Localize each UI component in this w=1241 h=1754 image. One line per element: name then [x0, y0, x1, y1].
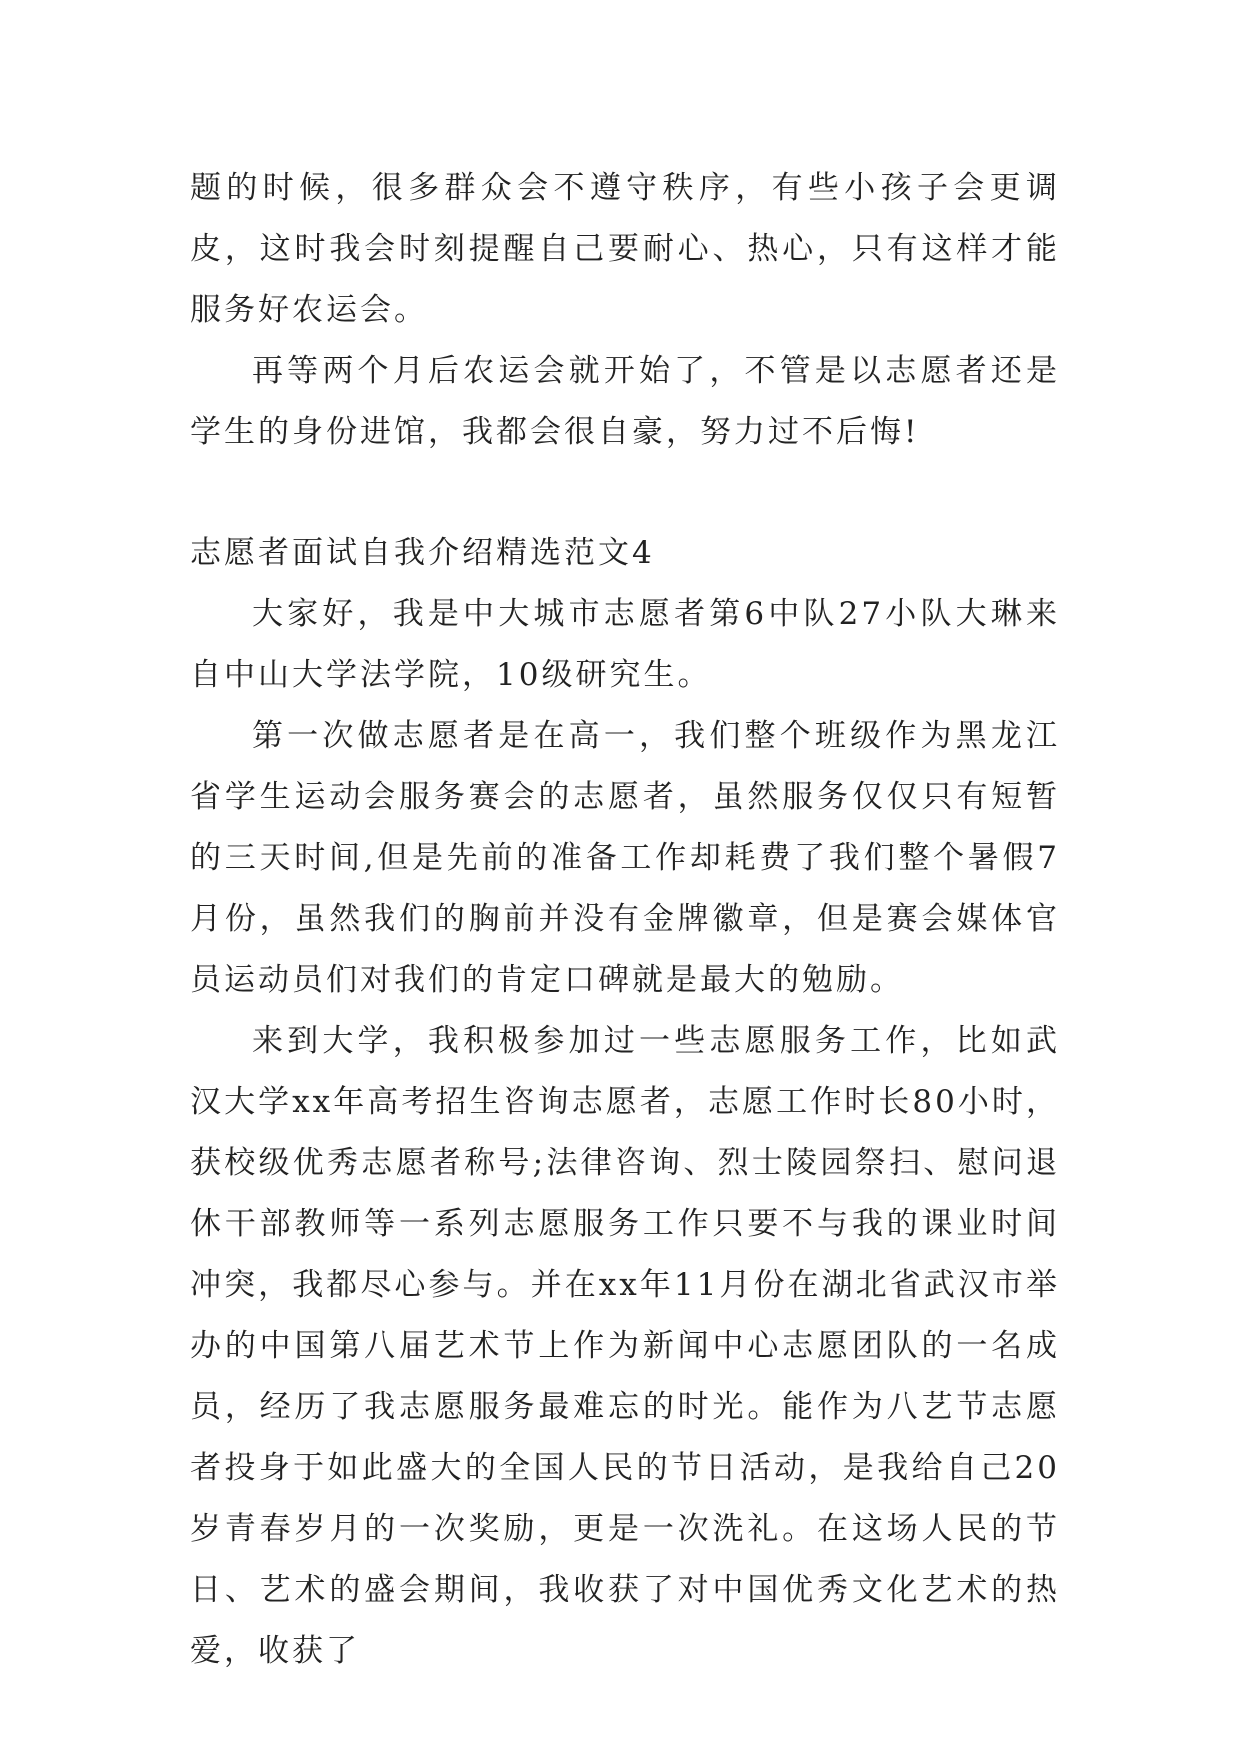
- document-body: [190, 158, 1060, 1682]
- section-gap: [190, 463, 1060, 523]
- paragraph-closing: 再等两个月后农运会就开始了，不管是以志愿者还是学生的身份进馆，我都会很自豪，努力过不后悔!: [190, 353, 1060, 450]
- paragraph-greeting: 大家好，我是中大城市志愿者第6中队27小队大琳来自中山大学法学院，10级研究生。: [190, 596, 1060, 693]
- section-title: 志愿者面试自我介绍精选范文4: [190, 535, 655, 571]
- paragraph-first-volunteer: 第一次做志愿者是在高一，我们整个班级作为黑龙江省学生运动会服务赛会的志愿者，虽然服务仅仅只有短暂的三天时间,但是先前的准备工作却耗费了我们整个暑假7月份，虽然我们的胸前并没有金牌徽章，但是赛会媒体官员运动员们对我们的肯定口碑就是最大的勉励。: [190, 718, 1060, 998]
- paragraph-university-volunteer: 来到大学，我积极参加过一些志愿服务工作，比如武汉大学xx年高考招生咨询志愿者，志愿工作时长80小时，获校级优秀志愿者称号;法律咨询、烈士陵园祭扫、慰问退休干部教师等一系列志愿服务工作只要不与我的课业时间冲突，我都尽心参与。并在xx年11月份在湖北省武汉市举办的中国第八届艺术节上作为新闻中心志愿团队的一名成员，经历了我志愿服务最难忘的时光。能作为八艺节志愿者投身于如此盛大的全国人民的节日活动，是我给自己20岁青春岁月的一次奖励，更是一次洗礼。在这场人民的节日、艺术的盛会期间，我收获了对中国优秀文化艺术的热爱，收获了: [190, 1023, 1060, 1669]
- paragraph-continued: 题的时候，很多群众会不遵守秩序，有些小孩子会更调皮，这时我会时刻提醒自己要耐心、热心，只有这样才能服务好农运会。: [190, 170, 1060, 328]
